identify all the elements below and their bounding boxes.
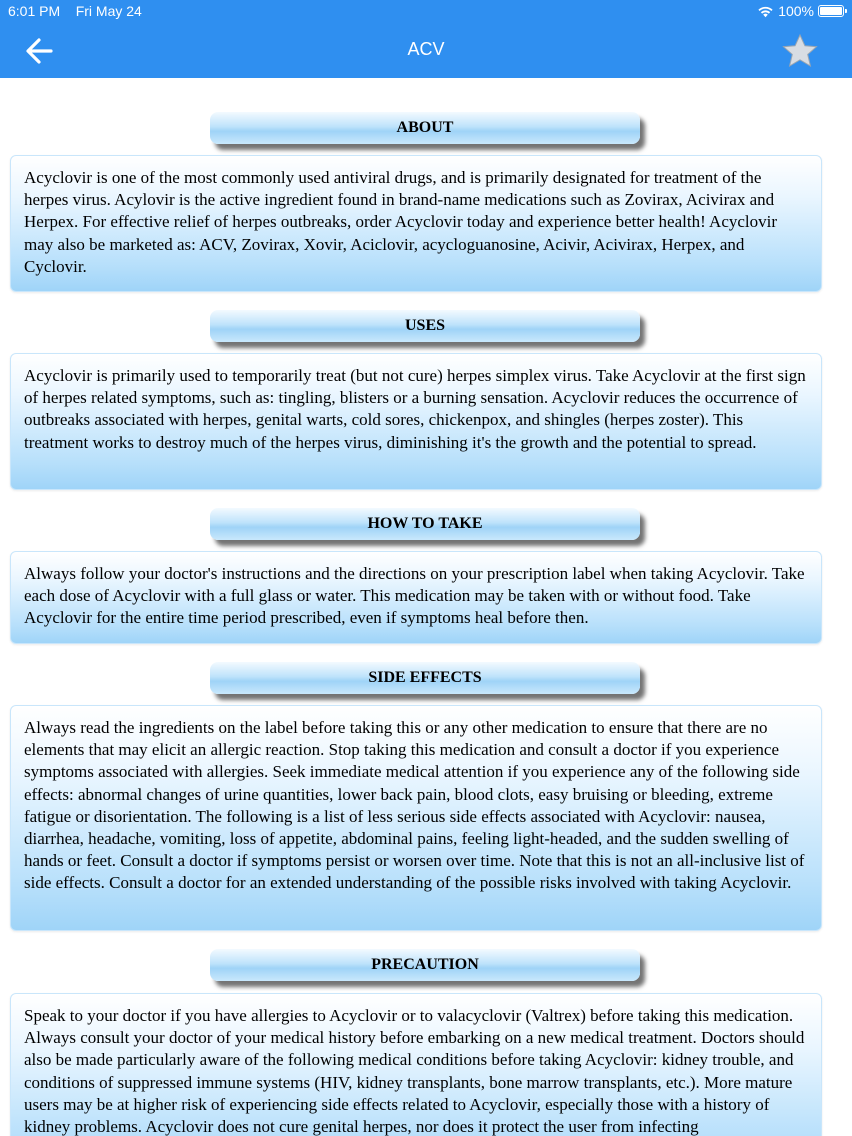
section-body-precaution: Speak to your doctor if you have allergies to Acyclovir or to valacyclovir (Valtrex) before taking this medication. Always consult your doctor of your medical history before embarking on a new medical treatment. Doctors should also be made particularly aware of the following medical conditions before taking Acyclovir: kidney trouble, and conditions of suppressed immune systems (HIV, kidney transplants, bone marrow transplants, etc.). More mature users may be at higher risk of experiencing side effects related to Acyclovir, especially those with a history of kidney problems. Acyclovir does not cure genital herpes, nor does it protect the user from infecting [10,993,822,1136]
section-header-side-effects: SIDE EFFECTS [210,662,640,694]
status-date: Fri May 24 [75,3,142,19]
battery-level [820,7,842,15]
battery-icon [818,5,844,17]
section-header-about: ABOUT [210,112,640,144]
favorite-button[interactable] [779,33,821,69]
status-bar-right [757,3,844,19]
detail-content[interactable] [0,78,852,1136]
section-header-how-to-take: HOW TO TAKE [210,508,640,540]
navigation-bar [0,0,852,78]
section-body-how-to-take: Always follow your doctor's instructions and the directions on your prescription label when taking Acyclovir. Take each dose of Acyclovir with a full glass or water. This medication may be taken with or without food. Take Acyclovir for the entire time period prescribed, even if symptoms heal before then. [10,551,822,644]
status-time: 6:01 PM [8,3,61,19]
battery-percent: 100% [778,3,814,19]
page-title: ACV [407,39,445,59]
star-icon [779,33,821,69]
section-header-uses: USES [210,310,640,342]
section-body-uses: Acyclovir is primarily used to temporarily treat (but not cure) herpes simplex virus. Take Acyclovir at the first sign of herpes related symptoms, such as: tingling, blisters or a burning sensation. Acyclovir reduces the occurrence of outbreaks associated with herpes, genital warts, cold sores, chickenpox, and shingles (herpes zoster). This treatment works to destroy much of the herpes virus, diminishing it's the growth and the potential to spread. [10,353,822,490]
status-bar-left [8,3,142,19]
wifi-icon [757,5,774,18]
section-body-side-effects: Always read the ingredients on the label before taking this or any other medication to ensure that there are no elements that may elicit an allergic reaction. Stop taking this medication and consult a doctor if you experience symptoms associated with allergies. Seek immediate medical attention if you experience any of the following side effects: abnormal changes of urine quantities, lower back pain, blood clots, easy bruising or bleeding, extreme fatigue or disorientation. The following is a list of less serious side effects associated with Acyclovir: nausea, diarrhea, headache, vomiting, loss of appetite, abdominal pains, feeling light-headed, and the sudden swelling of hands or feet. Consult a doctor if symptoms persist or worsen over time. Note that this is not an all-inclusive list of side effects. Consult a doctor for an extended understanding of the possible risks involved with taking Acyclovir. [10,705,822,931]
section-body-about: Acyclovir is one of the most commonly used antiviral drugs, and is primarily designated for treatment of the herpes virus. Acylovir is the active ingredient found in brand-name medications such as Zovirax, Acivirax and Herpex. For effective relief of herpes outbreaks, order Acyclovir today and experience better health! Acyclovir may also be marketed as: ACV, Zovirax, Xovir, Aciclovir, acycloguanosine, Acivir, Acivirax, Herpex, and Cyclovir. [10,155,822,292]
section-header-precaution: PRECAUTION [210,949,640,981]
